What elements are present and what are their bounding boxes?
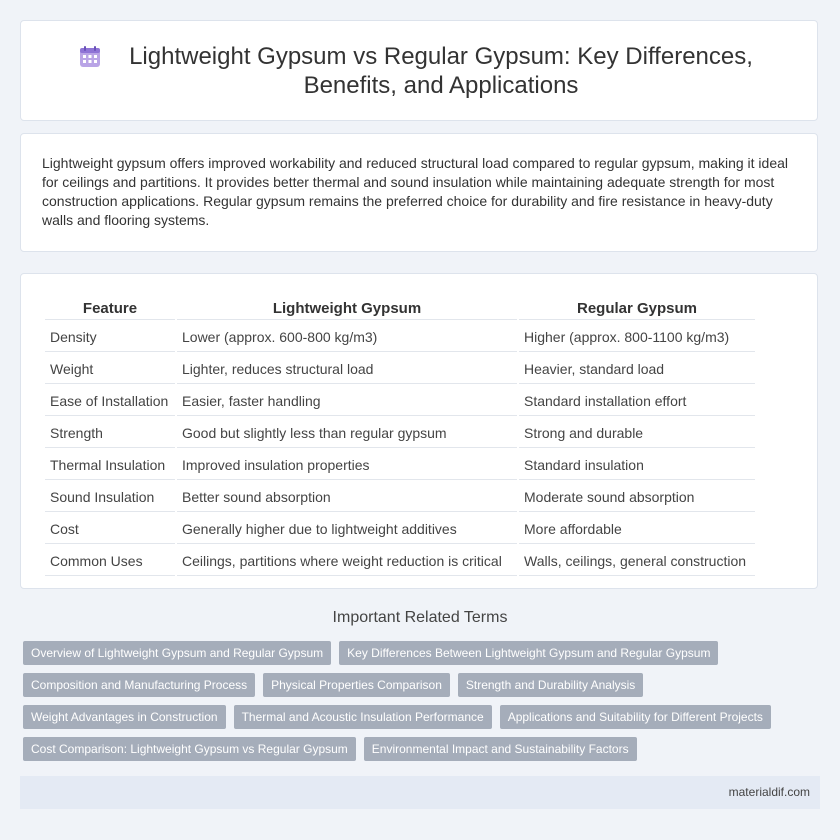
cell-lightweight: Lighter, reduces structural load [177,354,517,384]
cell-feature: Common Uses [45,546,175,576]
page-title: Lightweight Gypsum vs Regular Gypsum: Key Differences, Benefits, and Applications [129,42,753,99]
cell-regular: Moderate sound absorption [519,482,755,512]
cell-lightweight: Better sound absorption [177,482,517,512]
related-term-tag[interactable]: Physical Properties Comparison [263,673,450,697]
table-row [45,418,755,448]
related-terms-title: Important Related Terms [332,609,508,626]
tag-row [23,673,813,697]
related-term-tag[interactable]: Strength and Durability Analysis [458,673,643,697]
tag-row [23,641,813,665]
related-term-tag[interactable]: Environmental Impact and Sustainability Factors [364,737,637,761]
footer-bar [20,776,820,809]
cell-lightweight: Good but slightly less than regular gypsum [177,418,517,448]
related-term-tag[interactable]: Composition and Manufacturing Process [23,673,255,697]
comparison-table [43,294,757,578]
cell-lightweight: Easier, faster handling [177,386,517,416]
cell-regular: Strong and durable [519,418,755,448]
table-row [45,546,755,576]
cell-feature: Density [45,322,175,352]
table-header-row [45,296,755,320]
related-term-tag[interactable]: Cost Comparison: Lightweight Gypsum vs Regular Gypsum [23,737,356,761]
table-row [45,354,755,384]
cell-feature: Ease of Installation [45,386,175,416]
cell-regular: Standard installation effort [519,386,755,416]
cell-lightweight: Improved insulation properties [177,450,517,480]
cell-feature: Weight [45,354,175,384]
cell-regular: Walls, ceilings, general construction [519,546,755,576]
footer-site-link[interactable]: materialdif.com [728,785,810,799]
cell-lightweight: Lower (approx. 600-800 kg/m3) [177,322,517,352]
table-row [45,482,755,512]
calendar-grid-icon [77,44,103,70]
tag-row [23,705,813,729]
table-row [45,514,755,544]
intro-card [20,133,818,252]
related-term-tag[interactable]: Thermal and Acoustic Insulation Performance [234,705,492,729]
header-lightweight: Lightweight Gypsum [177,296,517,320]
header-feature: Feature [45,296,175,320]
cell-regular: Higher (approx. 800-1100 kg/m3) [519,322,755,352]
table-row [45,450,755,480]
comparison-card [20,273,818,589]
cell-lightweight: Generally higher due to lightweight additives [177,514,517,544]
cell-feature: Sound Insulation [45,482,175,512]
title-card [20,20,818,121]
related-term-tag[interactable]: Overview of Lightweight Gypsum and Regular Gypsum [23,641,331,665]
cell-feature: Strength [45,418,175,448]
related-term-tag[interactable]: Key Differences Between Lightweight Gypsum and Regular Gypsum [339,641,718,665]
cell-feature: Thermal Insulation [45,450,175,480]
related-terms-list [23,641,813,769]
related-term-tag[interactable]: Applications and Suitability for Different Projects [500,705,771,729]
tag-row [23,737,813,761]
cell-lightweight: Ceilings, partitions where weight reduction is critical [177,546,517,576]
title-wrap [77,42,761,100]
table-row [45,386,755,416]
related-term-tag[interactable]: Weight Advantages in Construction [23,705,226,729]
header-regular: Regular Gypsum [519,296,755,320]
cell-regular: Standard insulation [519,450,755,480]
table-row [45,322,755,352]
cell-feature: Cost [45,514,175,544]
cell-regular: More affordable [519,514,755,544]
cell-regular: Heavier, standard load [519,354,755,384]
intro-text: Lightweight gypsum offers improved workability and reduced structural load compared to regular gypsum, making it ideal for ceilings and partitions. It provides better thermal and sound insulation while maintaining adequate strength for most construction applications. Regular gypsum remains the preferred choice for durability and fire resistance in heavy-duty walls and flooring systems. [42,155,789,228]
